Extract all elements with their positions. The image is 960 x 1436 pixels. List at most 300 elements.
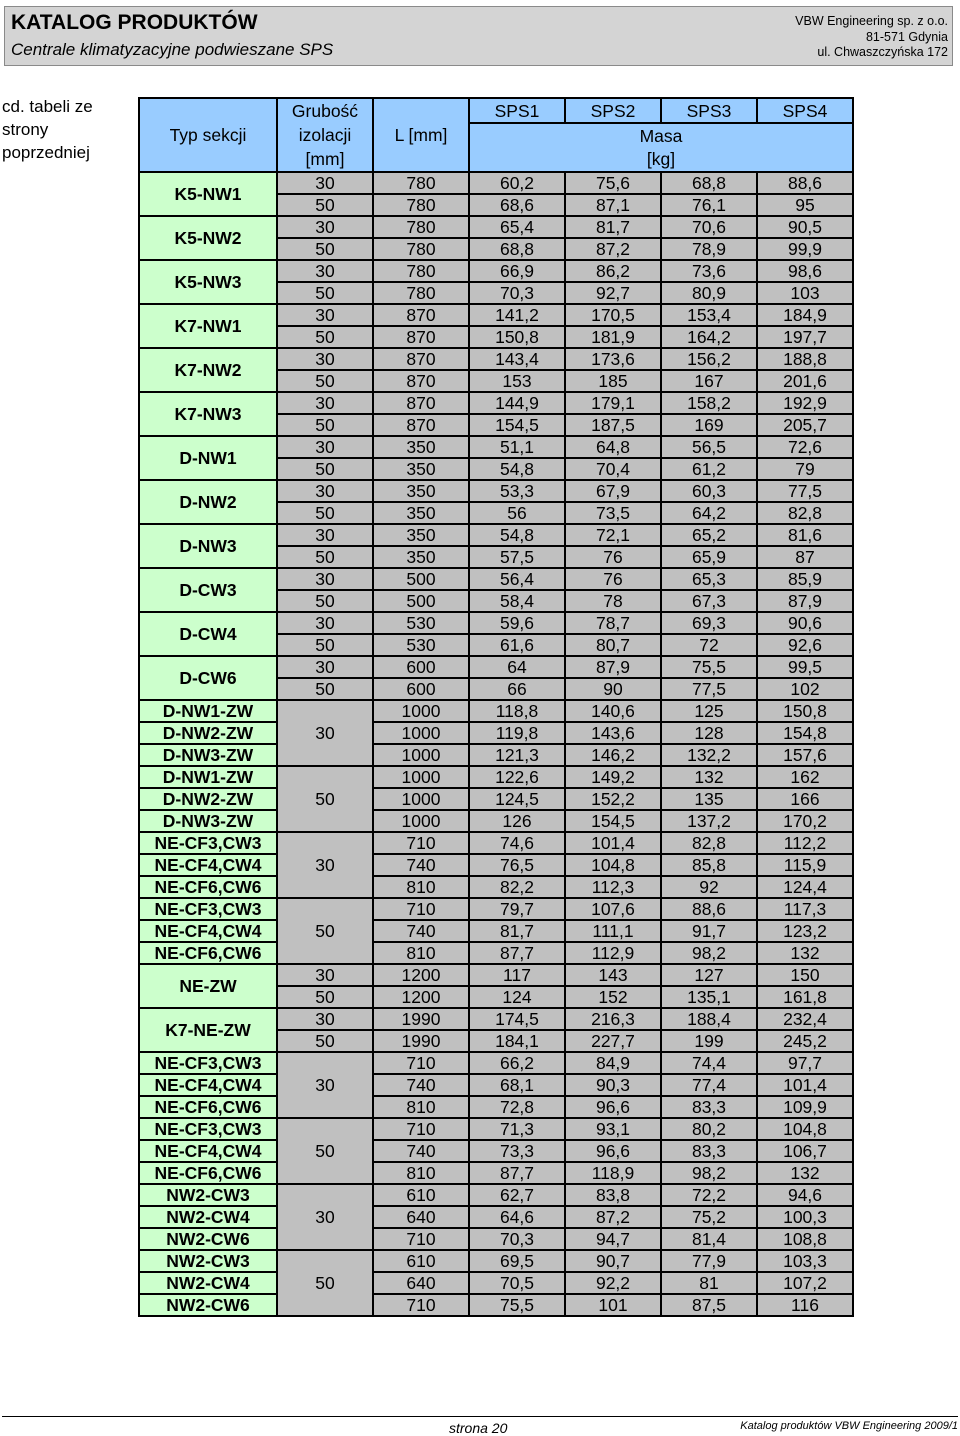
data-cell: 740 bbox=[373, 1074, 469, 1096]
data-cell: 65,4 bbox=[469, 216, 565, 238]
section-type-cell: NE-CF6,CW6 bbox=[139, 942, 277, 964]
data-cell: 65,2 bbox=[661, 524, 757, 546]
data-cell: 152 bbox=[565, 986, 661, 1008]
data-cell: 710 bbox=[373, 898, 469, 920]
data-cell: 30 bbox=[277, 392, 373, 414]
data-cell: 167 bbox=[661, 370, 757, 392]
table-row bbox=[139, 964, 853, 986]
table-row bbox=[139, 1184, 853, 1206]
data-cell: 64 bbox=[469, 656, 565, 678]
data-cell: 65,9 bbox=[661, 546, 757, 568]
table-row bbox=[139, 1052, 853, 1074]
data-cell: 54,8 bbox=[469, 458, 565, 480]
data-cell: 50 bbox=[277, 458, 373, 480]
company-postal: 81-571 Gdynia bbox=[865, 29, 948, 44]
data-cell: 51,1 bbox=[469, 436, 565, 458]
data-cell: 870 bbox=[373, 392, 469, 414]
data-cell: 135,1 bbox=[661, 986, 757, 1008]
data-cell: 1000 bbox=[373, 810, 469, 832]
data-cell: 143,6 bbox=[565, 722, 661, 744]
data-cell: 179,1 bbox=[565, 392, 661, 414]
data-cell: 1000 bbox=[373, 766, 469, 788]
data-cell: 60,3 bbox=[661, 480, 757, 502]
data-cell: 80,9 bbox=[661, 282, 757, 304]
data-cell: 122,6 bbox=[469, 766, 565, 788]
data-cell: 150 bbox=[757, 964, 853, 986]
section-type-cell: K5-NW2 bbox=[139, 216, 277, 260]
data-cell: 1000 bbox=[373, 744, 469, 766]
data-cell: 115,9 bbox=[757, 854, 853, 876]
data-cell: 640 bbox=[373, 1272, 469, 1294]
data-cell: 50 bbox=[277, 502, 373, 524]
data-cell: 87,9 bbox=[565, 656, 661, 678]
table-row bbox=[139, 348, 853, 370]
data-cell: 870 bbox=[373, 304, 469, 326]
data-cell: 84,9 bbox=[565, 1052, 661, 1074]
data-cell: 100,3 bbox=[757, 1206, 853, 1228]
table-row bbox=[139, 722, 853, 744]
data-cell: 68,8 bbox=[469, 238, 565, 260]
data-cell: 1200 bbox=[373, 964, 469, 986]
table-row bbox=[139, 172, 853, 194]
company-street: ul. Chwaszczyńska 172 bbox=[817, 45, 948, 59]
data-cell: 97,7 bbox=[757, 1052, 853, 1074]
data-cell: 610 bbox=[373, 1250, 469, 1272]
data-cell: 350 bbox=[373, 480, 469, 502]
data-cell: 92,6 bbox=[757, 634, 853, 656]
data-cell: 96,6 bbox=[565, 1140, 661, 1162]
data-cell: 132 bbox=[757, 942, 853, 964]
data-cell: 57,5 bbox=[469, 546, 565, 568]
data-cell: 600 bbox=[373, 656, 469, 678]
data-cell: 181,9 bbox=[565, 326, 661, 348]
data-cell: 205,7 bbox=[757, 414, 853, 436]
header-sps1: SPS1 bbox=[469, 98, 565, 123]
data-cell: 30 bbox=[277, 480, 373, 502]
data-cell: 124 bbox=[469, 986, 565, 1008]
data-cell: 150,8 bbox=[757, 700, 853, 722]
data-cell: 58,4 bbox=[469, 590, 565, 612]
data-cell: 173,6 bbox=[565, 348, 661, 370]
table-row bbox=[139, 1118, 853, 1140]
data-cell: 72 bbox=[661, 634, 757, 656]
insulation-cell: 30 bbox=[277, 1184, 373, 1250]
data-cell: 87,2 bbox=[565, 238, 661, 260]
data-cell: 166 bbox=[757, 788, 853, 810]
data-cell: 92,2 bbox=[565, 1272, 661, 1294]
data-cell: 112,9 bbox=[565, 942, 661, 964]
data-cell: 82,8 bbox=[661, 832, 757, 854]
data-cell: 93,1 bbox=[565, 1118, 661, 1140]
data-cell: 50 bbox=[277, 370, 373, 392]
data-cell: 124,5 bbox=[469, 788, 565, 810]
data-cell: 810 bbox=[373, 1096, 469, 1118]
data-cell: 68,8 bbox=[661, 172, 757, 194]
section-type-cell: K7-NW3 bbox=[139, 392, 277, 436]
section-type-cell: D-NW2-ZW bbox=[139, 722, 277, 744]
data-cell: 78,7 bbox=[565, 612, 661, 634]
data-cell: 153 bbox=[469, 370, 565, 392]
table-row bbox=[139, 1206, 853, 1228]
data-cell: 87,7 bbox=[469, 1162, 565, 1184]
table-row bbox=[139, 1250, 853, 1272]
data-cell: 66,9 bbox=[469, 260, 565, 282]
header-sps3: SPS3 bbox=[661, 98, 757, 123]
data-cell: 870 bbox=[373, 414, 469, 436]
section-type-cell: NE-ZW bbox=[139, 964, 277, 1008]
section-type-cell: NE-CF6,CW6 bbox=[139, 1096, 277, 1118]
data-cell: 83,3 bbox=[661, 1096, 757, 1118]
data-cell: 54,8 bbox=[469, 524, 565, 546]
data-cell: 1990 bbox=[373, 1008, 469, 1030]
data-cell: 90,5 bbox=[757, 216, 853, 238]
data-cell: 350 bbox=[373, 546, 469, 568]
insulation-cell: 50 bbox=[277, 898, 373, 964]
data-cell: 72,8 bbox=[469, 1096, 565, 1118]
data-cell: 101,4 bbox=[757, 1074, 853, 1096]
data-cell: 87,5 bbox=[661, 1294, 757, 1316]
section-type-cell: D-NW3 bbox=[139, 524, 277, 568]
data-cell: 90,3 bbox=[565, 1074, 661, 1096]
table-row bbox=[139, 744, 853, 766]
footer-divider bbox=[2, 1416, 958, 1417]
data-cell: 640 bbox=[373, 1206, 469, 1228]
data-cell: 75,5 bbox=[661, 656, 757, 678]
data-cell: 149,2 bbox=[565, 766, 661, 788]
data-cell: 30 bbox=[277, 304, 373, 326]
page-number: strona 20 bbox=[449, 1420, 508, 1436]
data-cell: 146,2 bbox=[565, 744, 661, 766]
data-cell: 74,4 bbox=[661, 1052, 757, 1074]
data-cell: 610 bbox=[373, 1184, 469, 1206]
data-cell: 500 bbox=[373, 568, 469, 590]
data-cell: 118,8 bbox=[469, 700, 565, 722]
table-row bbox=[139, 1074, 853, 1096]
data-cell: 81 bbox=[661, 1272, 757, 1294]
data-cell: 132 bbox=[757, 1162, 853, 1184]
data-cell: 201,6 bbox=[757, 370, 853, 392]
data-cell: 161,8 bbox=[757, 986, 853, 1008]
data-cell: 30 bbox=[277, 172, 373, 194]
data-cell: 780 bbox=[373, 172, 469, 194]
data-cell: 156,2 bbox=[661, 348, 757, 370]
data-cell: 103,3 bbox=[757, 1250, 853, 1272]
section-type-cell: K5-NW1 bbox=[139, 172, 277, 216]
section-type-cell: NW2-CW4 bbox=[139, 1272, 277, 1294]
data-cell: 143 bbox=[565, 964, 661, 986]
data-cell: 112,3 bbox=[565, 876, 661, 898]
section-type-cell: D-NW2 bbox=[139, 480, 277, 524]
data-cell: 780 bbox=[373, 260, 469, 282]
section-type-cell: NW2-CW3 bbox=[139, 1250, 277, 1272]
data-cell: 87 bbox=[757, 546, 853, 568]
section-type-cell: K7-NW1 bbox=[139, 304, 277, 348]
header-section-type: Typ sekcji bbox=[139, 98, 277, 172]
section-type-cell: D-NW3-ZW bbox=[139, 810, 277, 832]
data-cell: 73,5 bbox=[565, 502, 661, 524]
data-cell: 109,9 bbox=[757, 1096, 853, 1118]
header-sps2: SPS2 bbox=[565, 98, 661, 123]
data-cell: 90,7 bbox=[565, 1250, 661, 1272]
table-row bbox=[139, 1008, 853, 1030]
data-cell: 69,3 bbox=[661, 612, 757, 634]
data-cell: 94,6 bbox=[757, 1184, 853, 1206]
data-cell: 66 bbox=[469, 678, 565, 700]
data-cell: 127 bbox=[661, 964, 757, 986]
data-cell: 50 bbox=[277, 546, 373, 568]
data-cell: 61,2 bbox=[661, 458, 757, 480]
data-cell: 216,3 bbox=[565, 1008, 661, 1030]
header-sps4: SPS4 bbox=[757, 98, 853, 123]
data-cell: 87,9 bbox=[757, 590, 853, 612]
section-type-cell: D-CW6 bbox=[139, 656, 277, 700]
continuation-note: cd. tabeli ze strony poprzedniej bbox=[2, 97, 93, 162]
data-cell: 56,4 bbox=[469, 568, 565, 590]
data-cell: 70,3 bbox=[469, 1228, 565, 1250]
data-cell: 30 bbox=[277, 1008, 373, 1030]
section-type-cell: NE-CF4,CW4 bbox=[139, 854, 277, 876]
data-cell: 500 bbox=[373, 590, 469, 612]
data-cell: 70,3 bbox=[469, 282, 565, 304]
data-cell: 69,5 bbox=[469, 1250, 565, 1272]
data-cell: 870 bbox=[373, 370, 469, 392]
data-cell: 72,2 bbox=[661, 1184, 757, 1206]
data-cell: 72,1 bbox=[565, 524, 661, 546]
data-cell: 98,2 bbox=[661, 942, 757, 964]
section-type-cell: K7-NE-ZW bbox=[139, 1008, 277, 1052]
data-cell: 90,6 bbox=[757, 612, 853, 634]
catalog-subtitle: Centrale klimatyzacyjne podwieszane SPS bbox=[11, 40, 334, 59]
data-cell: 710 bbox=[373, 832, 469, 854]
table-row bbox=[139, 788, 853, 810]
section-type-cell: NE-CF3,CW3 bbox=[139, 1118, 277, 1140]
section-type-cell: NW2-CW3 bbox=[139, 1184, 277, 1206]
data-cell: 77,9 bbox=[661, 1250, 757, 1272]
data-cell: 68,6 bbox=[469, 194, 565, 216]
data-cell: 76 bbox=[565, 546, 661, 568]
section-type-cell: NE-CF6,CW6 bbox=[139, 876, 277, 898]
data-cell: 30 bbox=[277, 964, 373, 986]
section-type-cell: NE-CF3,CW3 bbox=[139, 832, 277, 854]
section-type-cell: K7-NW2 bbox=[139, 348, 277, 392]
table-row bbox=[139, 524, 853, 546]
data-cell: 158,2 bbox=[661, 392, 757, 414]
data-cell: 87,7 bbox=[469, 942, 565, 964]
data-cell: 126 bbox=[469, 810, 565, 832]
data-cell: 197,7 bbox=[757, 326, 853, 348]
data-cell: 137,2 bbox=[661, 810, 757, 832]
data-cell: 157,6 bbox=[757, 744, 853, 766]
data-cell: 53,3 bbox=[469, 480, 565, 502]
data-cell: 132,2 bbox=[661, 744, 757, 766]
data-cell: 140,6 bbox=[565, 700, 661, 722]
data-cell: 780 bbox=[373, 216, 469, 238]
data-cell: 50 bbox=[277, 1030, 373, 1052]
data-cell: 1000 bbox=[373, 700, 469, 722]
data-cell: 600 bbox=[373, 678, 469, 700]
data-cell: 118,9 bbox=[565, 1162, 661, 1184]
header-mass bbox=[469, 123, 853, 172]
header-mass-unit: [kg] bbox=[646, 148, 676, 169]
data-cell: 94,7 bbox=[565, 1228, 661, 1250]
data-cell: 61,6 bbox=[469, 634, 565, 656]
data-cell: 30 bbox=[277, 348, 373, 370]
data-cell: 50 bbox=[277, 986, 373, 1008]
data-cell: 76 bbox=[565, 568, 661, 590]
data-cell: 30 bbox=[277, 216, 373, 238]
data-cell: 30 bbox=[277, 436, 373, 458]
table-row bbox=[139, 568, 853, 590]
data-cell: 870 bbox=[373, 348, 469, 370]
data-cell: 154,5 bbox=[565, 810, 661, 832]
data-cell: 184,9 bbox=[757, 304, 853, 326]
data-cell: 150,8 bbox=[469, 326, 565, 348]
data-cell: 350 bbox=[373, 436, 469, 458]
data-cell: 67,3 bbox=[661, 590, 757, 612]
data-cell: 66,2 bbox=[469, 1052, 565, 1074]
data-cell: 91,7 bbox=[661, 920, 757, 942]
data-cell: 124,4 bbox=[757, 876, 853, 898]
data-cell: 99,9 bbox=[757, 238, 853, 260]
data-cell: 153,4 bbox=[661, 304, 757, 326]
data-cell: 101 bbox=[565, 1294, 661, 1316]
data-cell: 99,5 bbox=[757, 656, 853, 678]
data-cell: 78,9 bbox=[661, 238, 757, 260]
data-cell: 92,7 bbox=[565, 282, 661, 304]
data-cell: 30 bbox=[277, 260, 373, 282]
data-cell: 350 bbox=[373, 502, 469, 524]
data-cell: 107,2 bbox=[757, 1272, 853, 1294]
table-row bbox=[139, 854, 853, 876]
data-cell: 82,8 bbox=[757, 502, 853, 524]
section-type-cell: NE-CF4,CW4 bbox=[139, 920, 277, 942]
data-cell: 780 bbox=[373, 282, 469, 304]
data-cell: 50 bbox=[277, 282, 373, 304]
data-cell: 67,9 bbox=[565, 480, 661, 502]
data-cell: 98,6 bbox=[757, 260, 853, 282]
table-row bbox=[139, 216, 853, 238]
data-cell: 30 bbox=[277, 524, 373, 546]
data-cell: 154,5 bbox=[469, 414, 565, 436]
data-cell: 188,4 bbox=[661, 1008, 757, 1030]
section-type-cell: NW2-CW4 bbox=[139, 1206, 277, 1228]
table-row bbox=[139, 392, 853, 414]
table-row bbox=[139, 1228, 853, 1250]
data-cell: 73,3 bbox=[469, 1140, 565, 1162]
table-row bbox=[139, 810, 853, 832]
data-cell: 76,5 bbox=[469, 854, 565, 876]
section-type-cell: K5-NW3 bbox=[139, 260, 277, 304]
data-cell: 75,6 bbox=[565, 172, 661, 194]
data-cell: 184,1 bbox=[469, 1030, 565, 1052]
data-cell: 780 bbox=[373, 194, 469, 216]
data-cell: 83,8 bbox=[565, 1184, 661, 1206]
table-row bbox=[139, 876, 853, 898]
data-cell: 710 bbox=[373, 1294, 469, 1316]
data-cell: 50 bbox=[277, 414, 373, 436]
header-insulation: Grubość izolacji [mm] bbox=[277, 98, 373, 172]
section-type-cell: D-NW1-ZW bbox=[139, 700, 277, 722]
data-cell: 810 bbox=[373, 876, 469, 898]
data-cell: 85,8 bbox=[661, 854, 757, 876]
data-cell: 80,7 bbox=[565, 634, 661, 656]
data-cell: 104,8 bbox=[565, 854, 661, 876]
data-cell: 125 bbox=[661, 700, 757, 722]
section-type-cell: D-CW4 bbox=[139, 612, 277, 656]
data-cell: 30 bbox=[277, 656, 373, 678]
data-cell: 81,7 bbox=[565, 216, 661, 238]
data-cell: 62,7 bbox=[469, 1184, 565, 1206]
table-header bbox=[139, 98, 853, 172]
data-cell: 192,9 bbox=[757, 392, 853, 414]
catalog-title: KATALOG PRODUKTÓW bbox=[11, 11, 258, 34]
data-cell: 96,6 bbox=[565, 1096, 661, 1118]
section-type-cell: NW2-CW6 bbox=[139, 1294, 277, 1316]
data-cell: 64,6 bbox=[469, 1206, 565, 1228]
data-cell: 530 bbox=[373, 612, 469, 634]
data-cell: 1990 bbox=[373, 1030, 469, 1052]
table-row bbox=[139, 1162, 853, 1184]
data-cell: 169 bbox=[661, 414, 757, 436]
data-cell: 79 bbox=[757, 458, 853, 480]
data-cell: 154,8 bbox=[757, 722, 853, 744]
data-cell: 119,8 bbox=[469, 722, 565, 744]
table-row bbox=[139, 1294, 853, 1316]
data-cell: 30 bbox=[277, 568, 373, 590]
table-body bbox=[139, 172, 853, 1316]
header-mass-label: Masa bbox=[639, 125, 683, 146]
data-cell: 81,6 bbox=[757, 524, 853, 546]
data-cell: 116 bbox=[757, 1294, 853, 1316]
data-cell: 80,2 bbox=[661, 1118, 757, 1140]
data-cell: 30 bbox=[277, 612, 373, 634]
data-cell: 135 bbox=[661, 788, 757, 810]
data-cell: 121,3 bbox=[469, 744, 565, 766]
section-type-cell: NE-CF6,CW6 bbox=[139, 1162, 277, 1184]
data-cell: 164,2 bbox=[661, 326, 757, 348]
data-cell: 65,3 bbox=[661, 568, 757, 590]
data-cell: 50 bbox=[277, 326, 373, 348]
data-cell: 810 bbox=[373, 1162, 469, 1184]
section-type-cell: NE-CF3,CW3 bbox=[139, 898, 277, 920]
data-cell: 95 bbox=[757, 194, 853, 216]
insulation-cell: 50 bbox=[277, 1118, 373, 1184]
section-type-cell: D-NW3-ZW bbox=[139, 744, 277, 766]
data-cell: 103 bbox=[757, 282, 853, 304]
table-row bbox=[139, 656, 853, 678]
insulation-cell: 30 bbox=[277, 832, 373, 898]
data-cell: 50 bbox=[277, 634, 373, 656]
data-cell: 128 bbox=[661, 722, 757, 744]
data-cell: 77,4 bbox=[661, 1074, 757, 1096]
table-row bbox=[139, 832, 853, 854]
section-type-cell: NE-CF4,CW4 bbox=[139, 1140, 277, 1162]
data-cell: 98,2 bbox=[661, 1162, 757, 1184]
data-cell: 64,8 bbox=[565, 436, 661, 458]
data-cell: 117,3 bbox=[757, 898, 853, 920]
data-cell: 83,3 bbox=[661, 1140, 757, 1162]
data-cell: 56,5 bbox=[661, 436, 757, 458]
data-cell: 1200 bbox=[373, 986, 469, 1008]
data-cell: 73,6 bbox=[661, 260, 757, 282]
product-mass-table bbox=[138, 97, 854, 1317]
data-cell: 185 bbox=[565, 370, 661, 392]
data-cell: 144,9 bbox=[469, 392, 565, 414]
data-cell: 1000 bbox=[373, 722, 469, 744]
data-cell: 350 bbox=[373, 458, 469, 480]
table-row bbox=[139, 942, 853, 964]
data-cell: 810 bbox=[373, 942, 469, 964]
